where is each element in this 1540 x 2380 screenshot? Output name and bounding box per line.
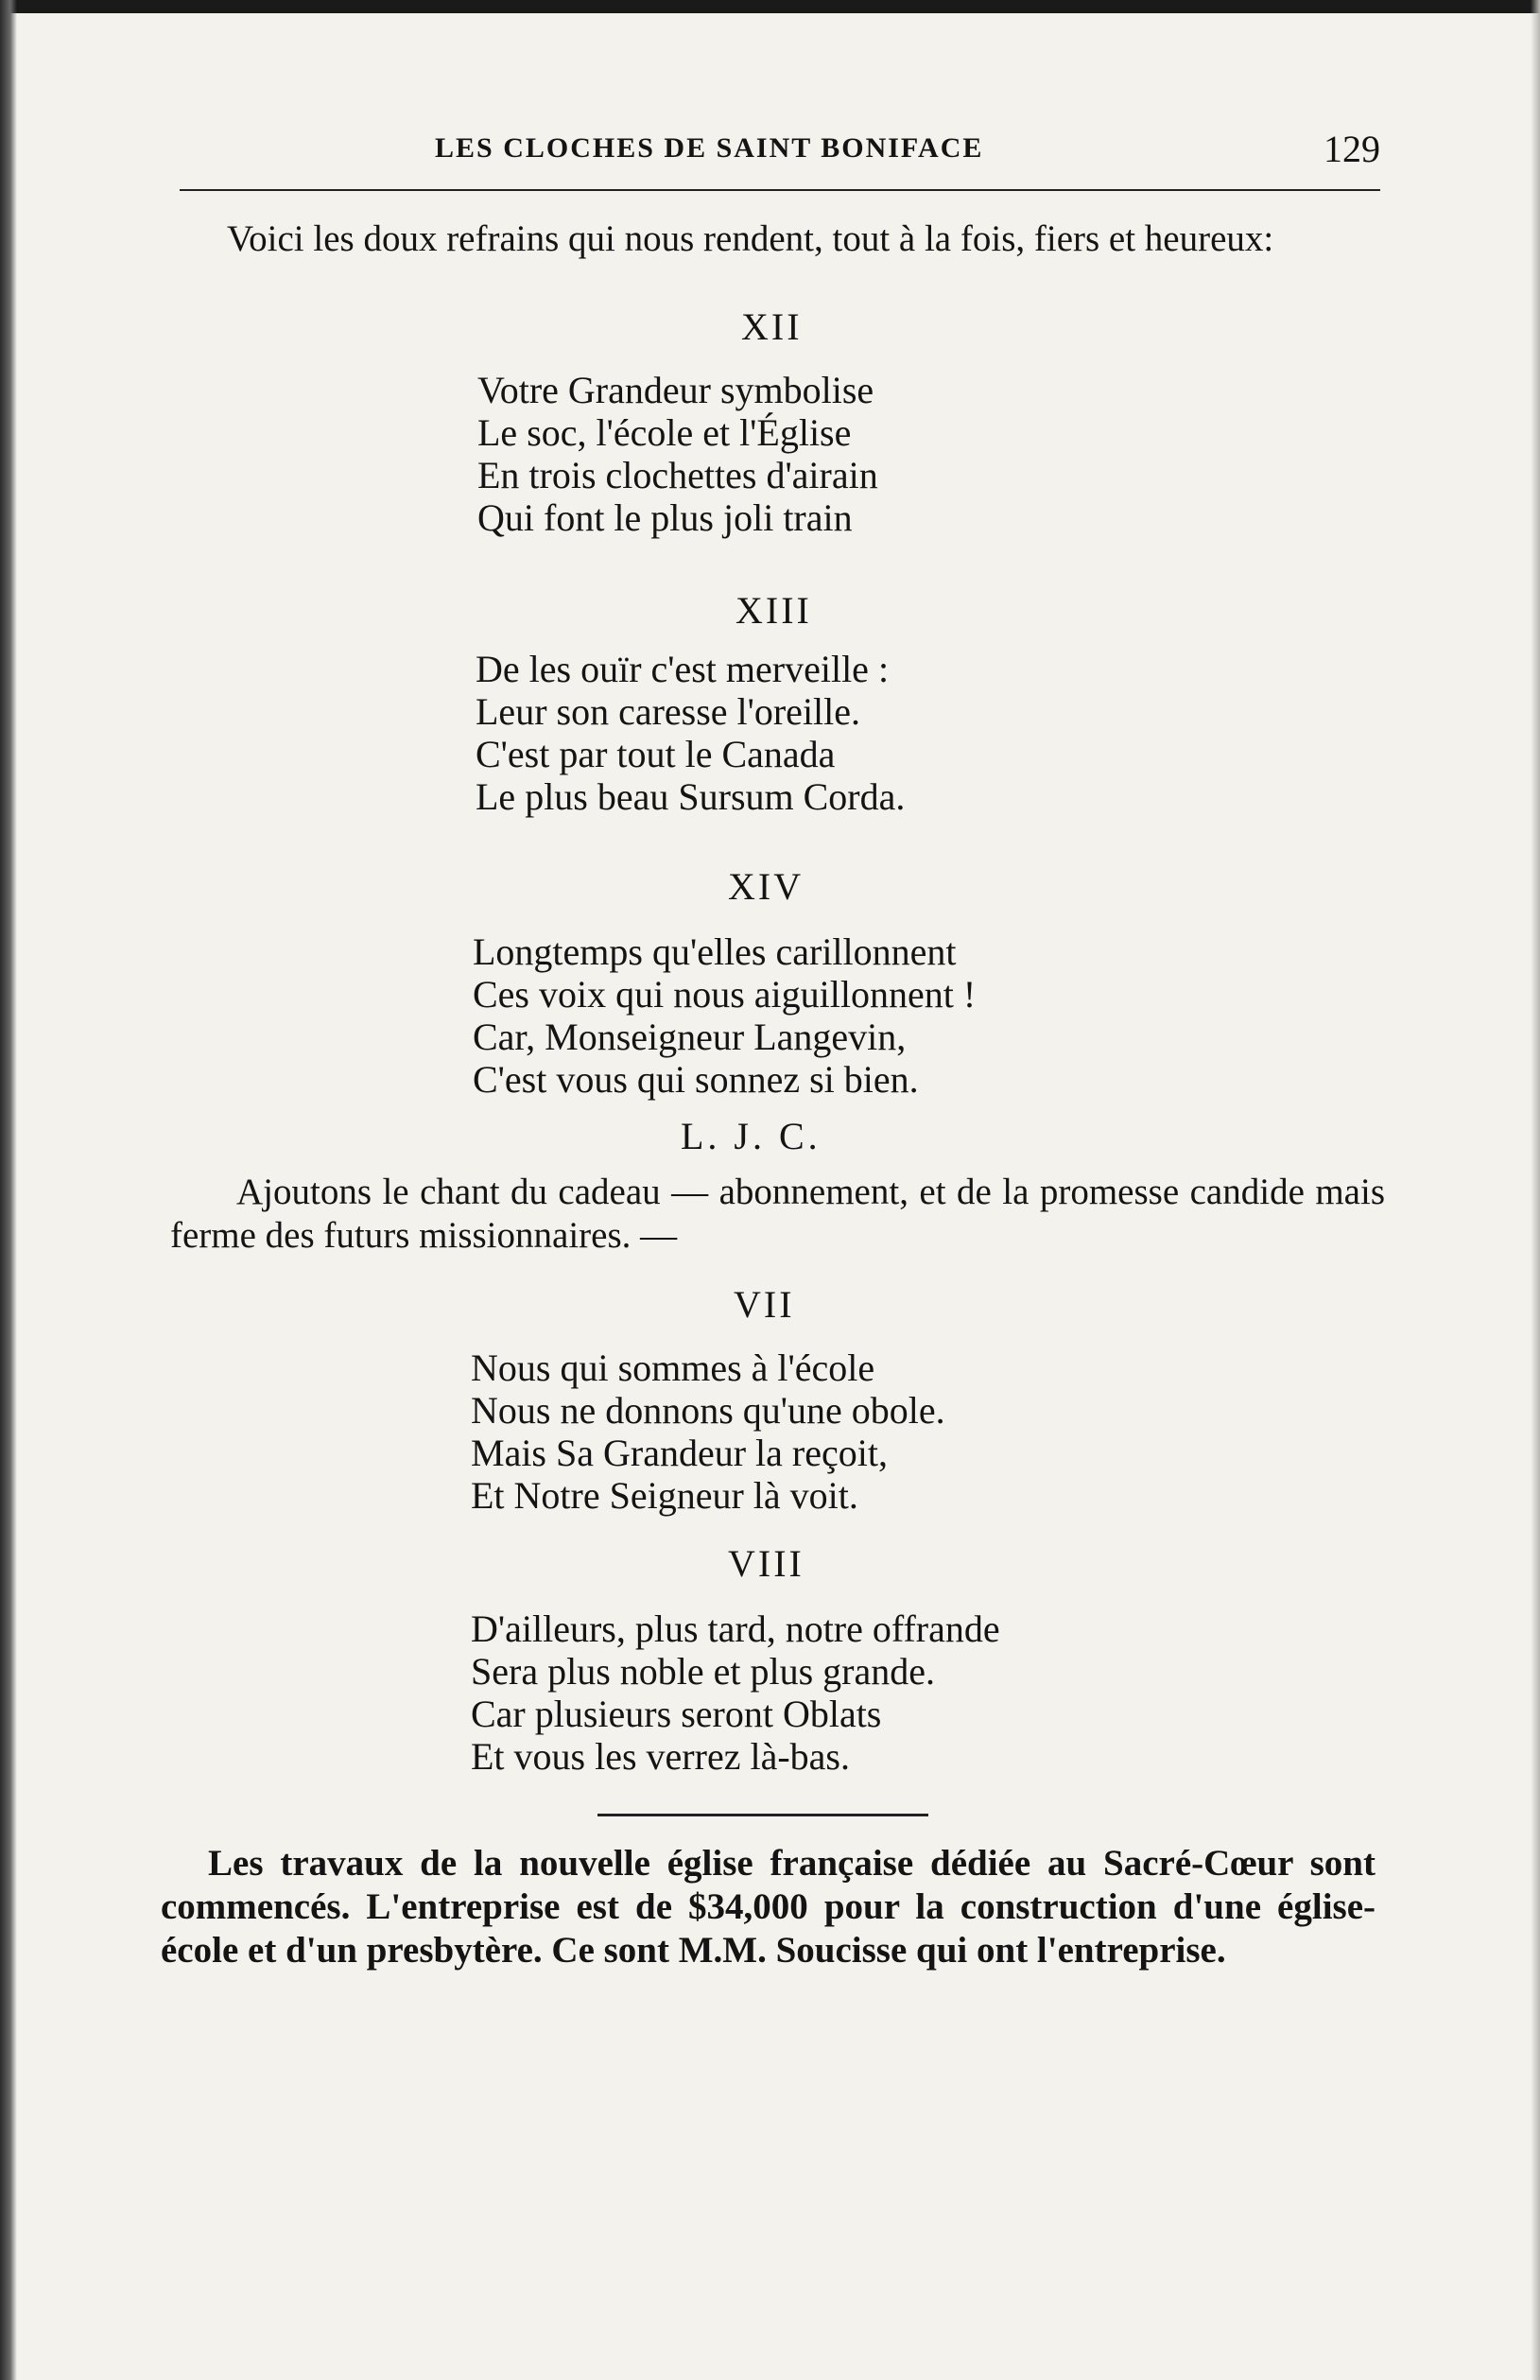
stanza-verse — [477, 369, 878, 539]
verse-line: Nous qui sommes à l'école — [471, 1346, 875, 1389]
closing-paragraph: Les travaux de la nouvelle église française dédiée au Sacré-Cœur sont commencés. L'entreprise est de $34,000 pour la construction d'une église-école et d'un presbytère. Ce sont M.M. Soucisse qui ont l'entreprise. — [161, 1843, 1376, 1971]
section-divider — [597, 1814, 928, 1816]
stanza-number: XIV — [728, 865, 805, 908]
verse-line: Le plus beau Sursum Corda. — [476, 775, 906, 818]
verse-line: Mais Sa Grandeur la reçoit, — [471, 1432, 888, 1474]
verse-line: Ces voix qui nous aiguillonnent ! — [473, 973, 977, 1016]
running-head — [180, 128, 1390, 170]
stanza-verse — [476, 648, 905, 818]
verse-line: Car, Monseigneur Langevin, — [473, 1016, 907, 1058]
page-right-edge — [1531, 0, 1540, 2380]
intro-paragraph: Voici les doux refrains qui nous rendent, tout à la fois, fiers et heureux: — [227, 218, 1274, 259]
stanza-verse — [471, 1607, 1000, 1778]
verse-line: D'ailleurs, plus tard, notre offrande — [471, 1607, 1000, 1650]
stanza-verse — [471, 1346, 945, 1517]
page-binding-edge — [0, 0, 17, 2380]
verse-line: Votre Grandeur symbolise — [477, 369, 874, 411]
verse-line: Qui font le plus joli train — [477, 496, 853, 539]
verse-line: Leur son caresse l'oreille. — [476, 690, 861, 733]
middle-paragraph: Ajoutons le chant du cadeau — abonnement, et de la promesse candide mais ferme des futurs missionnaires. — — [170, 1172, 1385, 1256]
verse-line: Nous ne donnons qu'une obole. — [471, 1389, 945, 1432]
verse-line: Sera plus noble et plus grande. — [471, 1650, 935, 1693]
verse-line: C'est par tout le Canada — [476, 733, 836, 775]
verse-line: En trois clochettes d'airain — [477, 454, 878, 496]
verse-line: Et vous les verrez là-bas. — [471, 1735, 850, 1778]
page-top-edge — [0, 0, 1540, 13]
stanza-number: VII — [734, 1283, 795, 1326]
verse-line: Car plusieurs seront Oblats — [471, 1693, 882, 1735]
stanza-number: XII — [741, 305, 803, 348]
verse-line: Le soc, l'école et l'Église — [477, 411, 852, 454]
stanza-number: XIII — [735, 589, 812, 632]
stanza-verse — [473, 930, 976, 1101]
stanza-number: VIII — [728, 1542, 805, 1585]
verse-line: Et Notre Seigneur là voit. — [471, 1474, 858, 1517]
signature-initials: L. J. C. — [681, 1115, 822, 1157]
verse-line: C'est vous qui sonnez si bien. — [473, 1058, 919, 1101]
header-rule — [180, 189, 1380, 191]
verse-line: Longtemps qu'elles carillonnent — [473, 930, 957, 973]
verse-line: De les ouïr c'est merveille : — [476, 648, 890, 690]
running-title: LES CLOCHES DE SAINT BONIFACE — [435, 132, 984, 164]
page-number: 129 — [1324, 128, 1380, 170]
